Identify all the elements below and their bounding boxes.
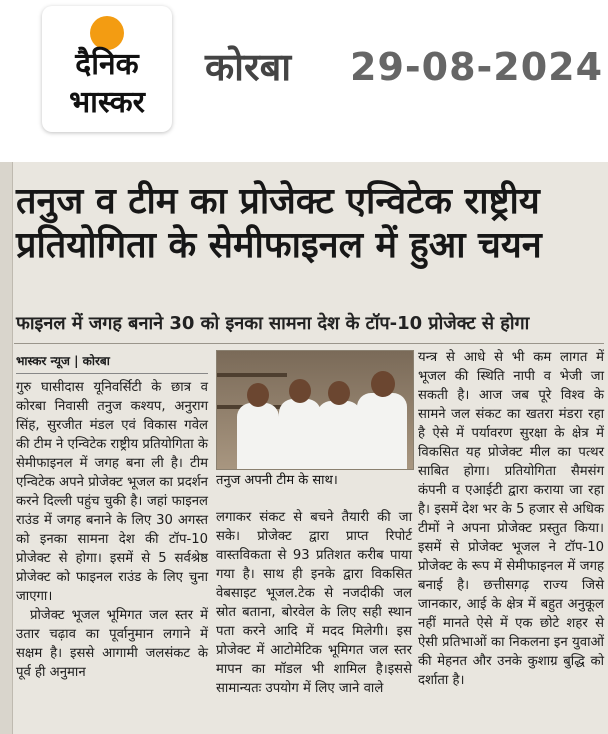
headline: [16, 180, 604, 268]
team-photo: [216, 350, 414, 470]
person-figure: [357, 393, 407, 469]
person-head: [289, 379, 311, 403]
photo-caption: तनुज अपनी टीम के साथ।: [216, 473, 338, 488]
subheadline: फाइनल में जगह बनाने 30 को इनका सामना देश के टॉप-10 प्रोजेक्ट से होगा: [16, 313, 530, 334]
newspaper-clipping: [0, 162, 608, 734]
byline: भास्कर न्यूज | कोरबा: [16, 352, 208, 374]
logo-line2: भास्कर: [69, 85, 145, 120]
adjacent-column-edge: [0, 162, 13, 734]
sun-icon: [90, 16, 124, 50]
logo-line1: दैनिक: [75, 47, 139, 82]
col1-paragraph-2: प्रोजेक्ट भूजल भूमिगत जल स्तर में उतार चढ़ाव का पूर्वानुमान लगाने में सक्षम है। इससे आगामी जलसंकट के पूर्व ही अनुमान: [16, 608, 208, 680]
person-figure: [237, 403, 279, 469]
person-figure: [279, 399, 321, 469]
headline-line2: प्रतियोगिता के सेमीफाइनल में हुआ चयन: [16, 225, 542, 266]
col3-paragraph-1: यन्त्र से आधे से भी कम लागत में भूजल की स्थिति नापी व भेजी जा सकती है। आज जब पूरे विश्व के सामने जल संकट का खतरा मंडरा रहा है ऐसे में पर्यावरण सुरक्षा के क्षेत्र में विकसित यह प्रोजेक्ट मील का पत्थर साबित होगा। प्रतियोगिता सैमसंग कंपनी व एआईटी द्वारा कराया जा रहा है। इसमें देश भर के 5 हजार से अधिक टीमों ने अपना प्रोजेक्ट प्रस्तुत किया। इसमें से प्रोजेक्ट भूजल ने टॉप-10 प्रोजेक्ट के रूप में सेमीफाइनल में जगह बनाई है। छत्तीसगढ़ राज्य जिसे जानकार, आई के क्षेत्र में बहुत अनुकूल नहीं मानते ऐसे में एक छोटे शहर से ऐसी प्रतिभाओं का निकलना इन युवाओं की मेहनत और उनके कुशाग्र बुद्धि को दर्शाता है।: [418, 350, 604, 688]
article-column-3: [418, 348, 604, 690]
person-head: [328, 381, 350, 405]
date-label: 29-08-2024: [350, 45, 604, 89]
person-head: [371, 371, 395, 397]
person-head: [247, 383, 269, 407]
masthead: [0, 0, 608, 140]
dainik-bhaskar-logo: [42, 6, 172, 132]
article-column-1: [16, 352, 208, 682]
article-column-2: [216, 508, 412, 698]
col2-paragraph-1: लगाकर संकट से बचने तैयारी की जा सके। प्रोजेक्ट द्वारा प्राप्त रिपोर्ट वास्तविकता से 93 प्रतिशत करीब पाया गया है। साथ ही इनके द्वारा विकसित वेबसाइट भूजल.टेक से नजदीकी जल स्रोत बताना, बोरवेल के लिए सही स्थान पता करने आदि में मदद मिलेगी। इस प्रोजेक्ट में आटोमेटिक भूमिगत जल स्तर मापन का मॉडल भी शामिल है।इससे सामान्यतः उपयोग में लिए जाने वाले: [216, 510, 412, 696]
bookshelf: [217, 373, 287, 377]
divider: [14, 343, 604, 344]
city-label: कोरबा: [205, 45, 292, 89]
person-figure: [317, 401, 361, 469]
headline-line1: तनुज व टीम का प्रोजेक्ट एन्विटेक राष्ट्रीय: [16, 181, 540, 222]
col1-paragraph-1: गुरु घासीदास यूनिवर्सिटी के छात्र व कोरबा निवासी तनुज कश्यप, अनुराग सिंह, सुरजीत मंडल एवं विकास गवेल की टीम ने एन्विटेक राष्ट्रीय प्रतियोगिता के सेमीफाइनल में जगह बना ली है। टीम एन्विटेक अपने प्रोजेक्ट भूजल का प्रदर्शन करने दिल्ली पहुंच चुकी है। जहां फाइनल राउंड में जगह बनाने के लिए 30 अगस्त को इनका सामना देश की टॉप-10 प्रोजेक्ट से होगा। इसमें से 5 सर्वश्रेष्ठ प्रोजेक्ट को फाइनल राउंड के लिए चुना जाएगा।: [16, 380, 208, 604]
